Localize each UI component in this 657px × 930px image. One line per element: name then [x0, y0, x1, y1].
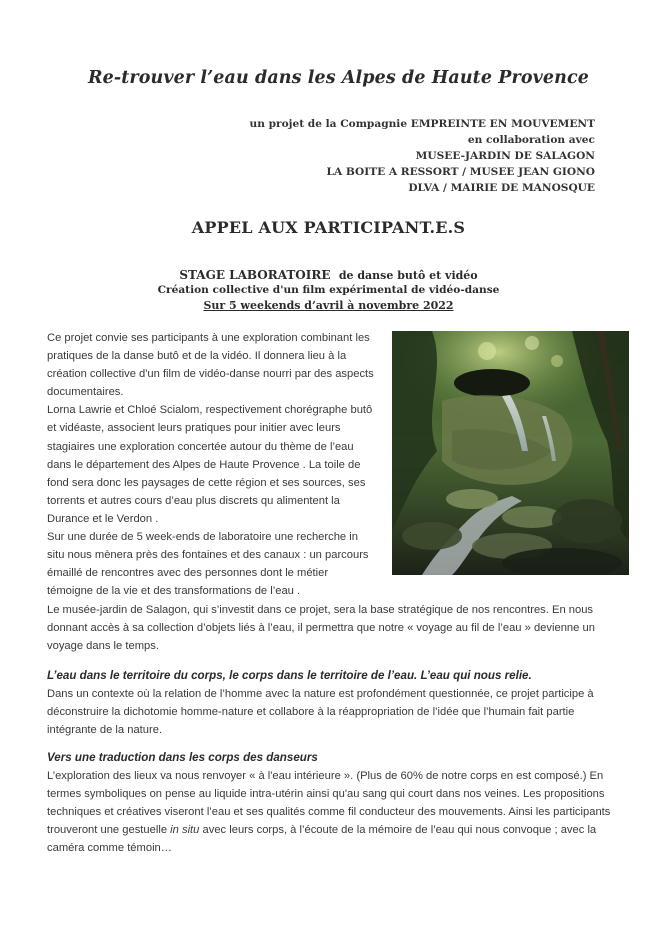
- stage-label-bold: STAGE LABORATOIRE: [179, 268, 331, 282]
- stage-dates: Sur 5 weekends d’avril à novembre 2022: [203, 299, 454, 312]
- partner-line: DLVA / MAIRIE DE MANOSQUE: [408, 182, 595, 194]
- section-text: [47, 767, 627, 857]
- section-dancers: [47, 749, 627, 858]
- waterfall-image-icon: [392, 331, 629, 575]
- salagon-paragraph: [47, 601, 627, 655]
- section-text-part: avec leurs corps, à l’écoute de la mémoire de l’eau qui nous convoque ; avec la caméra comme témoin…: [47, 824, 597, 855]
- intro-paragraph: Lorna Lawrie et Chloé Scialom, respectivement chorégraphe butô et vidéaste, associent leurs pratiques pour initier avec leurs stagiaires une exploration concertée autour du thème de l’eau dans le département des Alpes de Haute Provence . La toile de fond sera donc les paysages de cette région et ses sources, ses torrents et autres cours d’eau plus discrets qu alimentent la Durance et le Verdon .: [47, 404, 373, 525]
- document-title: Re-trouver l’eau dans les Alpes de Haute Provence: [88, 68, 589, 88]
- stage-label: [0, 268, 657, 283]
- intro-text: [47, 329, 377, 600]
- intro-paragraph: Sur une durée de 5 week-ends de laboratoire une recherche in situ nous mènera près des fontaines et des canaux : un parcours émaillé de rencontres avec des personnes dont le métier témoigne de la vie et des transformations de l’eau .: [47, 531, 369, 598]
- stage-subtitle: Création collective d'un film expérimental de vidéo-danse: [157, 284, 500, 296]
- section-body-water: [47, 667, 627, 739]
- partners-block: [250, 116, 596, 196]
- section-heading: Vers une traduction dans les corps des danseurs: [47, 751, 318, 764]
- section-text-part: L’exploration des lieux va nous renvoyer « à l'eau intérieure ». (Plus de 60% de notre corps en est composé.) En termes symboliques on pense au liquide intra-utérin ainsi qu'au sang qui court dans nos veines. Les propositions techniques et créatives viseront l’eau et ses qualités comme fil conducteur des mouvements. Ainsi les participants trouveront une gestuelle: [47, 770, 611, 837]
- partner-line: LA BOITE A RESSORT / MUSEE JEAN GIONO: [326, 166, 595, 178]
- section-text: Dans un contexte où la relation de l’homme avec la nature est profondément questionnée, ce projet participe à déconstruire la dichotomie homme-nature et collabore à la réappropriation de l’idée que l’humain fait partie intégrante de la nature.: [47, 688, 594, 737]
- partner-line: un projet de la Compagnie EMPREINTE EN MOUVEMENT: [249, 118, 595, 130]
- intro-paragraph: Ce projet convie ses participants à une exploration combinant les pratiques de la danse butô et de la vidéo. Il donnera lieu à la création collective d'un film de vidéo-danse nourri par des aspects documentaires.: [47, 332, 374, 399]
- section-heading: L’eau dans le territoire du corps, le corps dans le territoire de l’eau. L’eau qui nous relie.: [47, 669, 532, 682]
- partner-line: en collaboration avec: [467, 134, 595, 146]
- partner-line: MUSEE-JARDIN DE SALAGON: [415, 150, 595, 162]
- waterfall-photo: [392, 331, 629, 575]
- paragraph-text: Le musée-jardin de Salagon, qui s’investit dans ce projet, sera la base stratégique de nos rencontres. En nous donnant accès à sa collection d’objets liés à l’eau, il permettra que notre « voyage au fil de l’eau » devienne un voyage dans le temps.: [47, 604, 595, 653]
- section-text-italic: in situ: [170, 824, 200, 837]
- call-title: APPEL AUX PARTICIPANT.E.S: [191, 218, 466, 237]
- stage-header: [0, 268, 657, 313]
- stage-label-rest: de danse butô et vidéo: [338, 269, 478, 282]
